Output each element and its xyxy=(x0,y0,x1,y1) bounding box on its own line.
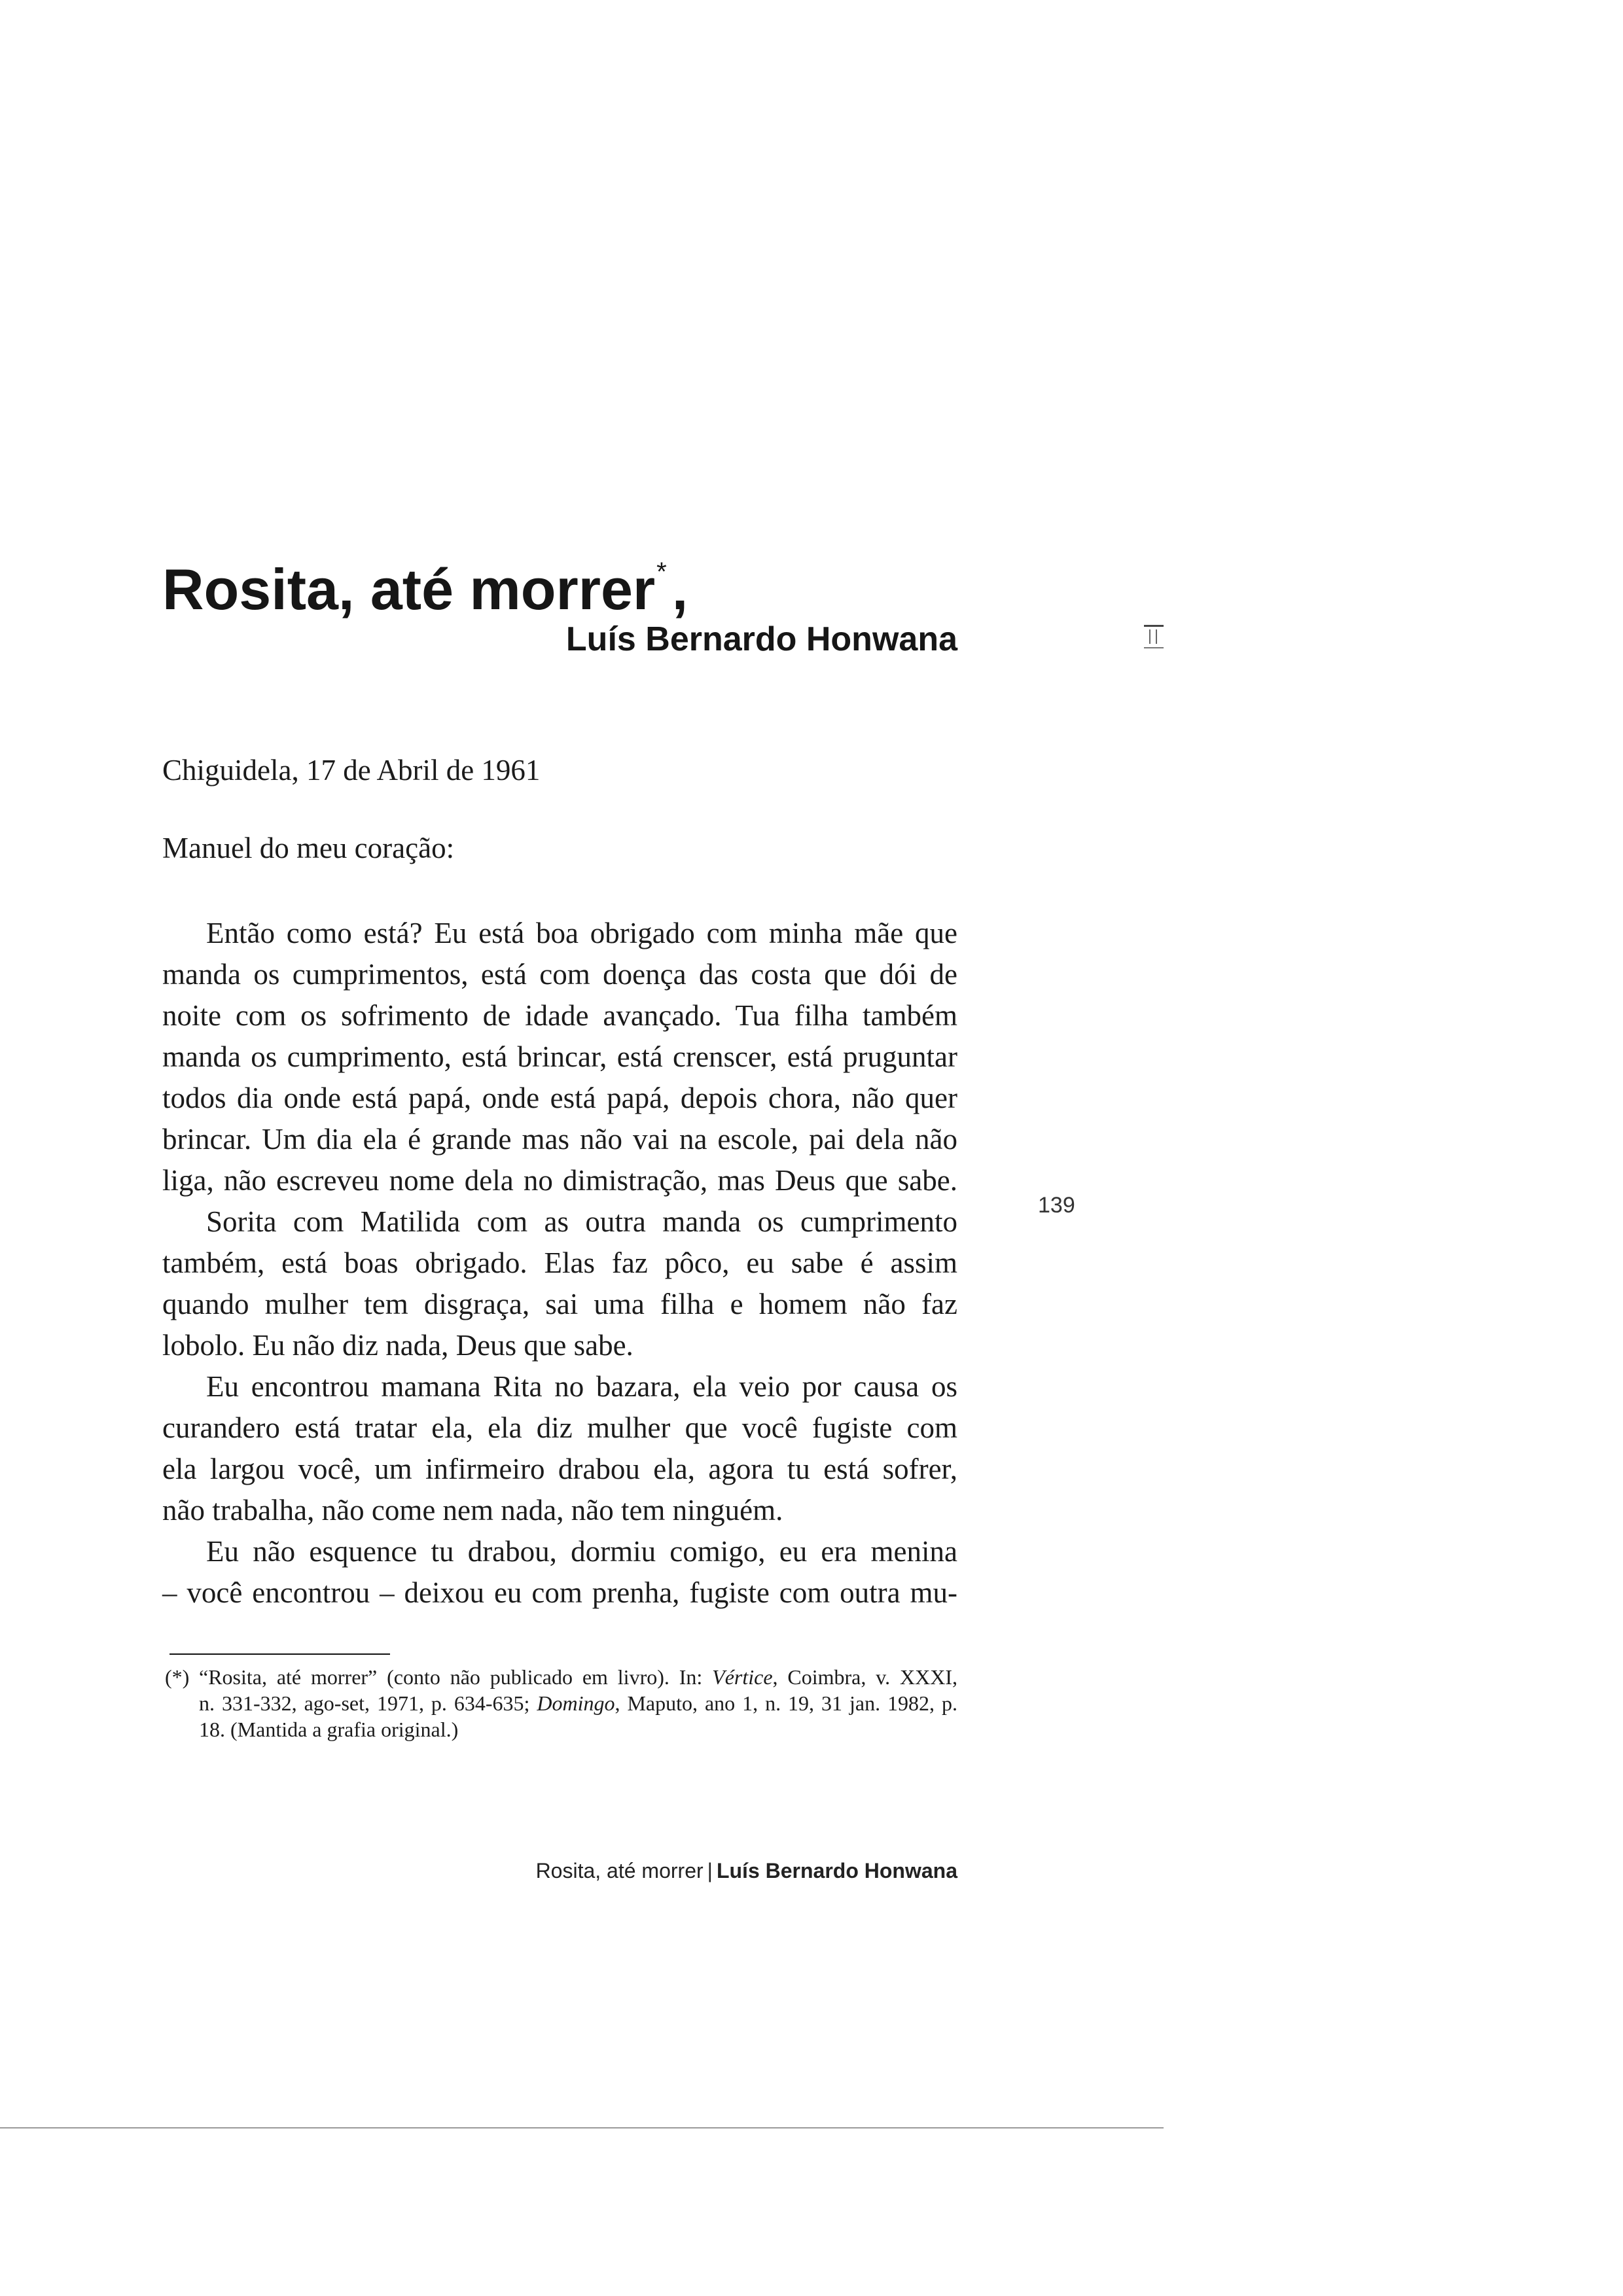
footnote-line: 18. (Mantida a grafia original.) xyxy=(199,1718,459,1741)
paragraph xyxy=(162,913,957,1201)
story-title-text: Rosita, até morrer xyxy=(162,557,656,622)
body-line: também, está boas obrigado. Elas faz pôco, eu sabe é assim xyxy=(162,1246,957,1279)
scan-artifact-line xyxy=(1149,629,1150,644)
scan-artifact-mark xyxy=(1144,625,1165,651)
scan-edge-line xyxy=(0,2127,1164,2128)
running-footer-title: Rosita, até morrer xyxy=(535,1859,704,1882)
letter-place-date: Chiguidela, 17 de Abril de 1961 xyxy=(162,754,541,786)
paragraph xyxy=(162,1201,957,1366)
story-author: Luís Bernardo Honwana xyxy=(565,620,957,658)
body-line: liga, não escreveu nome dela no dimistração, mas Deus que sabe. xyxy=(162,1164,957,1197)
paragraph xyxy=(162,1366,957,1531)
body-line: todos dia onde está papá, onde está papá, depois chora, não quer xyxy=(162,1082,957,1114)
footnote xyxy=(199,1664,957,1742)
body-line: Eu não esquence tu drabou, dormiu comigo, eu era menina xyxy=(206,1535,957,1568)
body-line: – você encontrou – deixou eu com prenha, fugiste com outra mu- xyxy=(162,1576,957,1609)
footnote-line xyxy=(199,1664,957,1690)
body-line: ela largou você, um infirmeiro drabou ela, agora tu está sofrer, xyxy=(162,1453,957,1485)
footnote-marker: (*) xyxy=(165,1665,190,1689)
title-trailing-comma: , xyxy=(671,557,688,622)
body-line: quando mulher tem disgraça, sai uma filha e homem não faz xyxy=(162,1288,957,1320)
letter-salutation: Manuel do meu coração: xyxy=(162,832,455,864)
body-line: noite com os sofrimento de idade avançado. Tua filha também xyxy=(162,999,957,1032)
body-line: manda os cumprimento, está brincar, está crenscer, está pruguntar xyxy=(162,1040,957,1073)
page-number: 139 xyxy=(1038,1193,1075,1218)
body-line: Então como está? Eu está boa obrigado com minha mãe que xyxy=(206,917,957,949)
title-footnote-mark: * xyxy=(656,557,667,586)
footnote-publication-title: Vértice xyxy=(712,1665,773,1689)
footnote-line xyxy=(199,1690,957,1716)
body-line: manda os cumprimentos, está com doença das costa que dói de xyxy=(162,958,957,991)
body-line: curandero está tratar ela, ela diz mulher que você fugiste com xyxy=(162,1411,957,1444)
running-footer-author: Luís Bernardo Honwana xyxy=(716,1859,957,1882)
footnote-text: n. 331-332, ago-set, 1971, p. 634-635; xyxy=(199,1691,537,1715)
footnote-rule xyxy=(169,1653,390,1655)
scan-artifact-line xyxy=(1144,647,1164,648)
footnote-publication-title: Domingo xyxy=(537,1691,615,1715)
footnote-text: , Maputo, ano 1, n. 19, 31 jan. 1982, p. xyxy=(615,1691,958,1715)
body-line: Eu encontrou mamana Rita no bazara, ela veio por causa os xyxy=(206,1370,957,1403)
footnote-text: , Coimbra, v. XXXI, xyxy=(772,1665,958,1689)
scan-artifact-line xyxy=(1156,629,1157,644)
paragraph xyxy=(162,1531,957,1614)
story-title xyxy=(162,543,688,622)
running-footer xyxy=(536,1860,957,1881)
footnote-text: “Rosita, até morrer” (conto não publicado em livro). In: xyxy=(199,1665,713,1689)
body-line: lobolo. Eu não diz nada, Deus que sabe. xyxy=(162,1329,633,1362)
body-line: Sorita com Matilida com as outra manda os cumprimento xyxy=(206,1205,957,1238)
scan-artifact-line xyxy=(1144,625,1164,627)
body-line: brincar. Um dia ela é grande mas não vai na escole, pai dela não xyxy=(162,1123,957,1156)
body-line: não trabalha, não come nem nada, não tem ninguém. xyxy=(162,1494,783,1527)
running-footer-separator: | xyxy=(707,1859,713,1882)
letter-body xyxy=(162,913,957,1614)
